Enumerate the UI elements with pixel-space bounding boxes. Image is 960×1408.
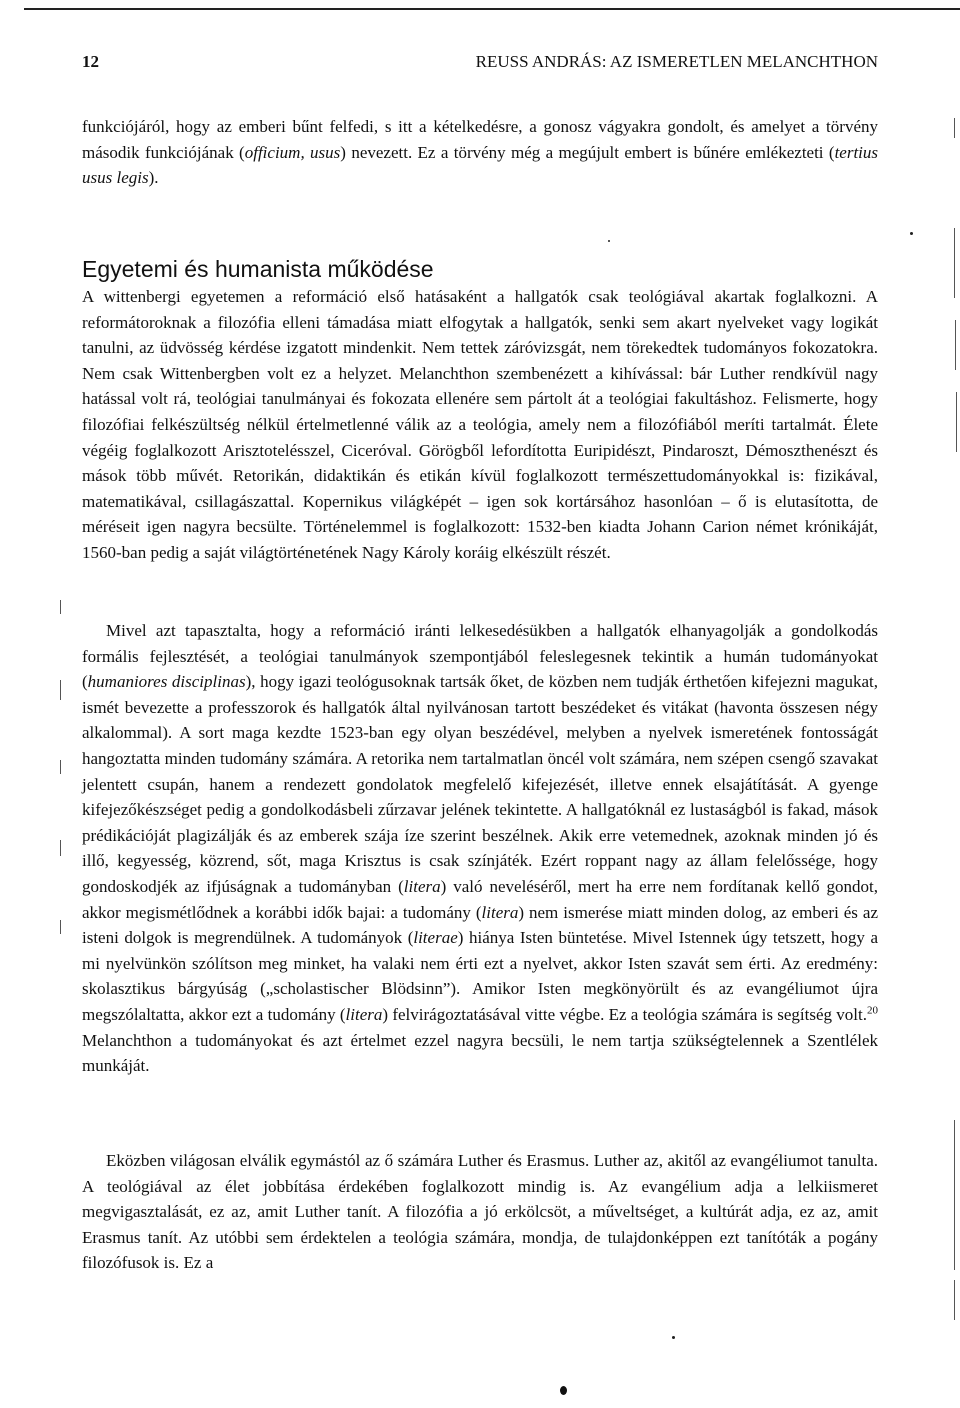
para2-text-7: Melanchthon a tudományokat és azt értelmet ezzel nagyra becsüli, le nem tartja szükségtelennek a Szentlélek munkáját. <box>82 1030 878 1076</box>
para2-italic-3: litera <box>481 902 519 922</box>
scan-speck <box>608 240 610 242</box>
intro-text-2: ) nevezett. Ez a törvény még a megújult embert is bűnére emlékezteti ( <box>340 142 835 162</box>
scan-speck <box>910 232 913 235</box>
para2-italic-1: humaniores disciplinas <box>87 672 246 692</box>
para2-text-5: ) hiánya Isten büntetése. Mivel Istennek úgy tetszett, hogy a mi nyelvünkön szólítson meg minket, ha valaki nem érti ezt a nyelvet, akkor Isten szavát sem érti. Az eredmény: skolasztikus bárgyúság („scholastischer Blödsinn”). Amikor Isten megkönyörült és az evangéliumot újra megszólaltatta, akkor ezt a tudomány ( <box>82 928 878 1024</box>
para2-italic-4: literae <box>413 928 458 948</box>
para2-text-1: Mivel azt tapasztalta, hogy a reformáció iránti lelkesedésükben a hallgatók elhanyagolják a gondolkodás formális fejlesztését, a teológiai tanulmányok szempontjából feleslegesnek tekintik a humán tudományokat ( <box>82 621 878 692</box>
section-heading: Egyetemi és humanista működése <box>82 256 434 282</box>
para2-text-4: ) nem ismerése miatt minden dolog, az emberi és az isteni dolgok is megrendülnek. A tudományok ( <box>82 902 878 948</box>
scan-margin-mark <box>954 1280 955 1320</box>
para2-text-6: ) felvirágoztatásával vitte végbe. Ez a teológia számára is segítség volt. <box>382 1004 867 1024</box>
scan-margin-mark <box>60 600 61 614</box>
scan-margin-mark <box>60 840 61 856</box>
scan-speck <box>672 1336 675 1339</box>
para2-italic-5: litera <box>345 1004 383 1024</box>
page-number: 12 <box>82 52 99 71</box>
scan-margin-mark <box>956 392 957 452</box>
paragraph-university: A wittenbergi egyetemen a reformáció első hatásaként a hallgatók csak teológiával akartak foglalkozni. A reformátoroknak a filozófia elleni támadása miatt elfogytak a hallgatók, senki sem akart nyelveket vagy logikát tanulni, az üdvösség kérdése izgatott mindenkit. Nem tettek záróvizsgát, nem törekedtek tudományos fokozatokra. Nem csak Wittenbergben volt ez a helyzet. Melanchthon szembenézett a kihívással: bár Luther rendkívül nagy hatással volt rá, teológiai tanulmányai és fokozata ellenére sem pártolt át a teológiai fakultáshoz. Felismerte, hogy filozófiai felkészültség nélkül értelmetlenné válik az a teológia, amely nem a filozófiából meríti tartalmát. Élete végéig foglalkozott Arisztotelésszel, Ciceróval. Görögből lefordította Euripidészt, Pindaroszt, Démoszthenészt és mások több művét. Retorikán, didaktikán és etikán kívül foglalkozott természettudományokkal is: fizikával, matematikával, csillagászattal. Kopernikus világképét – igen sok kortársához hasonlóan – ő is elutasította, de méréseit igen nagyra becsülte. Történelemmel is foglalkozott: 1532-ben kiadta Johann Carion német krónikáját, 1560-ban pedig a saját világtörténetének Nagy Károly koráig elkészült részét. <box>82 287 878 562</box>
scan-margin-mark <box>60 760 61 774</box>
top-rule <box>24 8 960 10</box>
footnote-marker: 20 <box>867 1004 878 1017</box>
running-title: REUSS ANDRÁS: AZ ISMERETLEN MELANCHTHON <box>475 52 878 71</box>
scan-margin-mark <box>954 118 955 138</box>
scan-margin-mark <box>954 228 955 298</box>
intro-italic-2: tertius usus legis <box>82 142 879 188</box>
intro-text-3: ). <box>148 168 159 188</box>
bullet-dot <box>560 1386 567 1395</box>
intro-paragraph <box>82 114 878 191</box>
scan-margin-mark <box>60 680 61 700</box>
paragraph-rhetoric <box>82 618 878 1079</box>
scan-margin-mark <box>955 320 956 370</box>
intro-italic-1: officium, usus <box>244 142 341 162</box>
running-header <box>82 52 878 76</box>
paragraph-luther-erasmus: Eközben világosan elválik egymástól az ő számára Luther és Erasmus. Luther az, akitől az evangéliumot tanulta. A teológiával az élet jobbítása érdekében foglalkozott mindig is. Az evangélium adja a lelkiismeret megvigasztalását, ez az, amit Luther tanít. A filozófia a jó erkölcsöt, a műveltséget, a kultúrát adja, ez az, amit Erasmus tanít. Az utóbbi sem érdektelen a teológia számára, mondja, de tulajdonképpen ezt tanítóták a pogány filozófusok is. Ez a <box>82 1151 878 1273</box>
scan-margin-mark <box>954 1120 955 1270</box>
para2-italic-2: litera <box>403 876 441 896</box>
scan-margin-mark <box>60 920 61 934</box>
para2-text-2: ), hogy igazi teológusoknak tartsák őket, de közben nem tudják érthetően kifejezni magukat, ismét bevezette a professzorok és hallgatók által nyilvánosan tartott beszédeket és vitákat (havonta összesen négy alkalommal). A sort maga kezdte 1523-ban egy olyan beszédével, melyben a nyelvek ismeretének fontosságát hangoztatta minden tudomány számára. A retorika nem tartalmatlan öncél volt számára, nem szépen csengő szavakat jelentett csupán, hanem a rendezett gondolatok megfelelő kifejezését, illetve ennek elsajátítását. A gyenge kifejezőkészséget pedig a gondolkodásbeli zűrzavar jelének tekintette. A hallgatóknál ez lustaságból is fakad, mások prédikációját plagizálják és az emberek szája íze szerint beszélnek. Akik erre vetemednek, azoknak minden jó és illő, kegyesség, közrend, sőt, maga Krisztus is csak színjáték. Ezért roppant nagy az állam felelőssége, hogy gondoskodjék az ifjúságnak a tudományban ( <box>82 672 878 896</box>
intro-text-1: funkciójáról, hogy az emberi bűnt felfedi, s itt a kételkedésre, a gonosz vágyakra gondolt, és amelyet a törvény második funkciójának ( <box>82 117 878 162</box>
para2-text-3: ) való neveléséről, mert ha erre nem fordítanak kellő gondot, akkor megismétlődnek a korábbi idők bajai: a tudomány ( <box>82 876 878 922</box>
